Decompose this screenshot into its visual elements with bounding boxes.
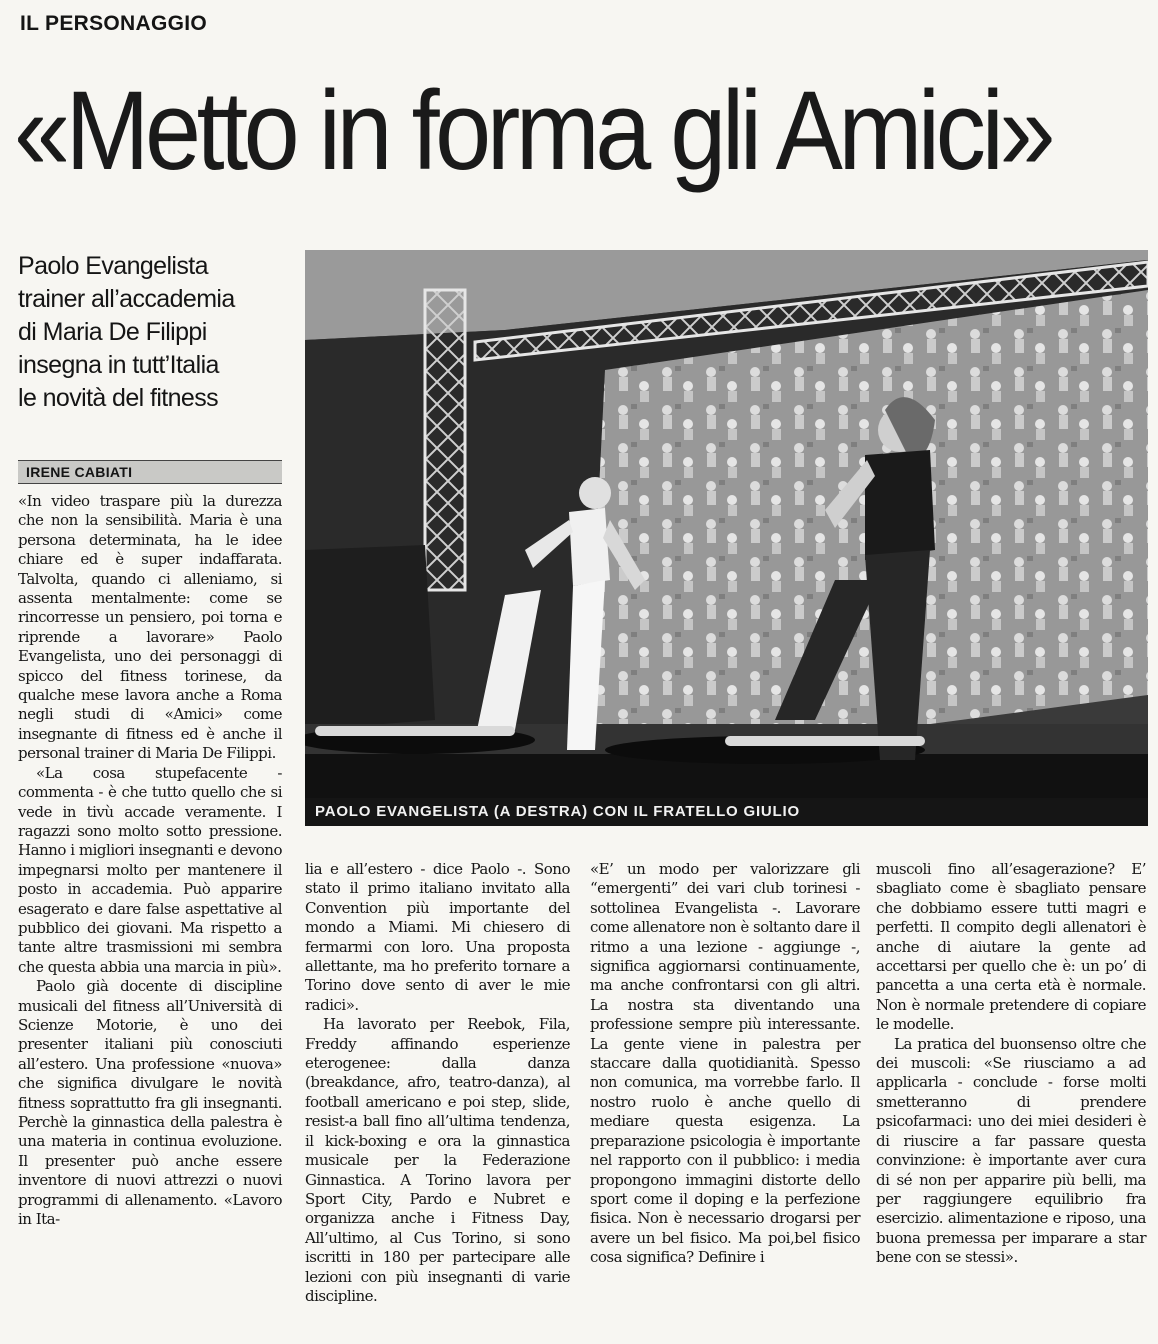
article-column-1	[18, 492, 282, 1229]
standfirst-line: di Maria De Filippi	[18, 318, 207, 346]
article-column-4	[876, 860, 1146, 1268]
paragraph: «La cosa stupefacente - commenta - è che tutto quello che si vede in tivù accade veramente. I ragazzi sono molto sotto pressione. Hanno i migliori insegnanti e devono impegnarsi molto per mantenere il posto in accademia. Può apparire esagerato e dare false aspettative al pubblico dei giovani. Ma rispetto a tante altre trasmissioni mi sembra che questa abbia una marcia in più».	[18, 763, 282, 976]
article-column-3	[590, 860, 860, 1268]
photo-caption: PAOLO EVANGELISTA (A DESTRA) CON IL FRATELLO GIULIO	[305, 798, 1148, 826]
section-kicker: IL PERSONAGGIO	[20, 12, 208, 35]
standfirst-line: le novità del fitness	[18, 384, 219, 412]
paragraph: muscoli fino all’esagerazione? E’ sbagliato come è sbagliato pensare che dobbiamo essere tutti magri e perfetti. Il compito degli allenatori è anche di aiutare la gente ad accettarsi per quello che è: un po’ di pancetta a una certa età è normale. Non è normale pretendere di copiare le modelle.	[876, 860, 1146, 1034]
paragraph: Ha lavorato per Reebok, Fila, Freddy affinando esperienze eterogenee: dalla danza (breakdance, afro, teatro-danza), al football americano e poi step, slide, resist-a ball fino all’ultima tendenza, il kick-boxing e ora la ginnastica musicale per la Federazione Ginnastica. A Torino lavora per Sport City, Pardo e Nubret e organizza anche i Fitness Day, All’ultimo, al Cus Torino, si sono iscritti in 180 per partecipare alle lezioni con più insegnanti di varie discipline.	[305, 1015, 570, 1305]
stage-photo-illustration	[305, 250, 1148, 826]
paragraph: «E’ un modo per valorizzare gli “emergenti” dei vari club torinesi - sottolinea Evangelista -. Lavorare come allenatore non è soltanto dare il ritmo a una lezione - aggiunge -, significa aggiornarsi continuamente, ma anche confrontarsi con gli altri. La nostra sta diventando una professione sempre più interessante. La gente viene in palestra per staccare dalla quotidianità. Spesso non comunica, ma vorrebbe farlo. Il nostro ruolo è anche quello di mediare questa esigenza. La preparazione psicologia è importante nel rapporto con il pubblico: i media propongono immagini distorte dello sport come il doping e la perfezione fisica. Non è necessario drogarsi per avere un bel fisico. Ma poi,bel fisico cosa significa? Definire i	[590, 860, 860, 1267]
paragraph: «In video traspare più la durezza che non la sensibilità. Maria è una persona determinata, ha le idee chiare ed è super indaffarata. Talvolta, quando ci alleniamo, si assenta mentalmente: come se rincorresse un pensiero, poi torna e riprende a lavorare» Paolo Evangelista, uno dei personaggi di spicco del fitness torinese, da qualche mese lavora anche a Roma negli studi di «Amici» come insegnante di fitness ed è anche il personal trainer di Maria De Filippi.	[18, 492, 282, 763]
paragraph: lia e all’estero - dice Paolo -. Sono stato il primo italiano invitato alla Convention più importante del mondo a Miami. Mi chiesero di fermarmi con loro. Una proposta allettante, ma ho preferito tornare a Torino dove sento di aver le mie radici».	[305, 860, 570, 1014]
article-column-2	[305, 860, 570, 1306]
paragraph: La pratica del buonsenso oltre che dei muscoli: «Se riusciamo a ad applicarla - conclude - forse molti smetteranno di prendere psicofarmaci: uno dei miei desideri è di riuscire a far passare questa convinzione: è importante aver cura di sé non per apparire più belli, ma per raggiungere equilibrio fra esercizio. alimentazione e riposo, una buona premessa per imparare a star bene con se stessi».	[876, 1034, 1146, 1267]
paragraph: Paolo già docente di discipline musicali del fitness all’Università di Scienze Motorie, è uno dei presenter italiani più conosciuti all’estero. Una professione «nuova» che significa divulgare le novità fitness soprattutto fra gli insegnanti. Perchè la ginnastica della palestra è una materia in continua evoluzione. Il presenter può anche essere inventore di nuovi attrezzi o nuovi programmi di allenamento. «Lavoro in Ita-	[18, 977, 282, 1229]
standfirst-line: Paolo Evangelista	[18, 252, 208, 280]
standfirst	[18, 250, 288, 415]
headline: «Metto in forma gli Amici»	[14, 68, 1052, 193]
standfirst-line: trainer all’accademia	[18, 285, 235, 313]
byline: IRENE CABIATI	[26, 464, 133, 480]
standfirst-line: insegna in tutt’Italia	[18, 351, 219, 379]
stage-photo	[305, 250, 1148, 826]
